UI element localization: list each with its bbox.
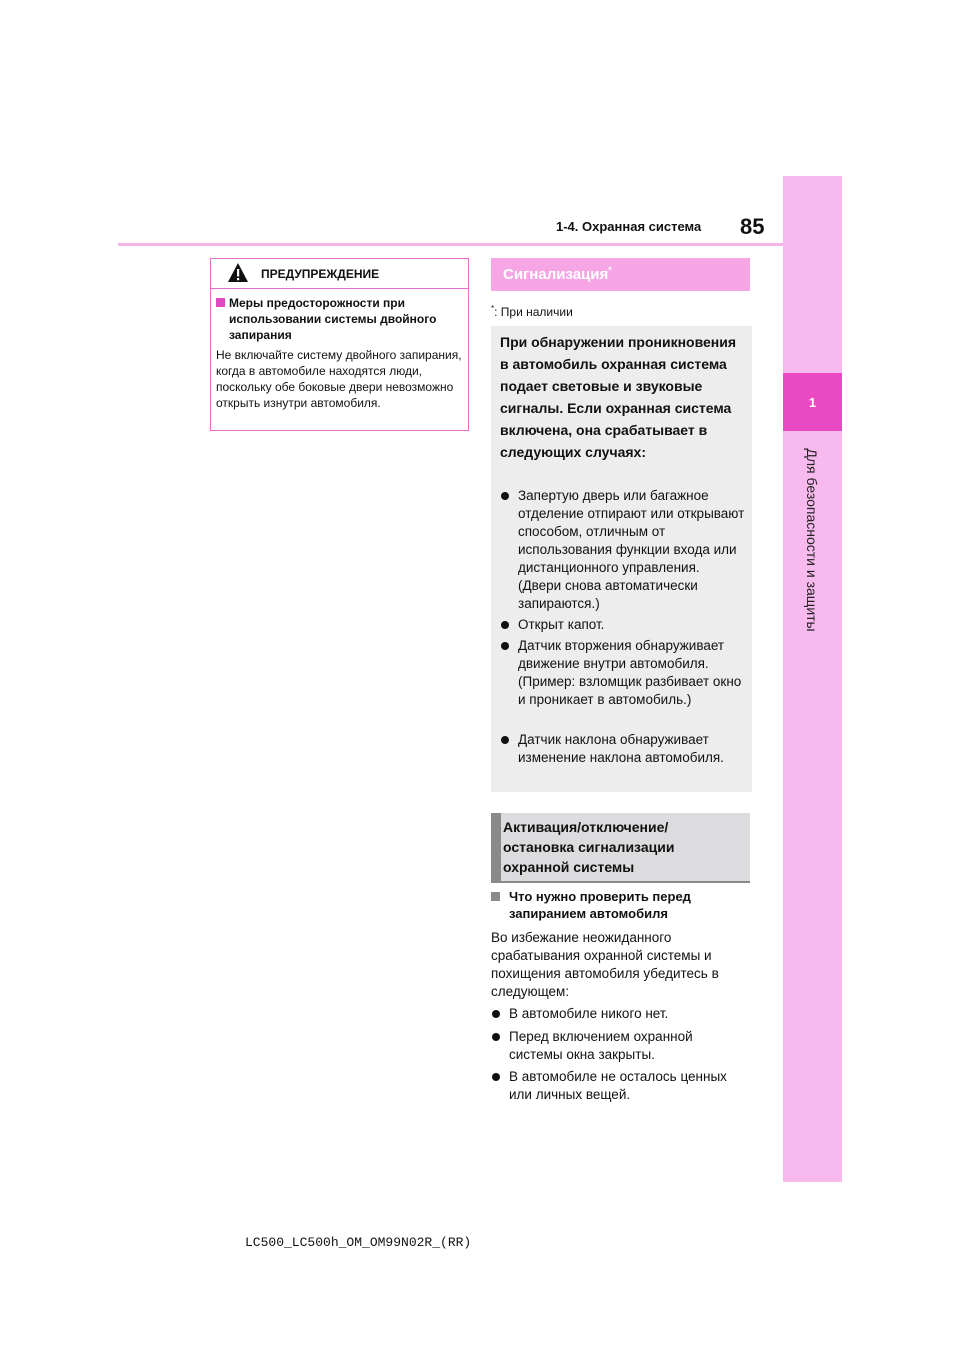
bullet-dot-icon: [492, 1073, 500, 1081]
activation-title: Активация/отключение/ остановка сигнализации охранной системы: [503, 819, 675, 875]
list-item: [518, 637, 746, 709]
section-title: 1-4. Охранная система: [556, 219, 702, 234]
chapter-number: 1: [783, 373, 842, 431]
list-item-text: Открыт капот.: [518, 617, 605, 632]
check-intro: Во избежание неожиданного срабатывания охранной системы и похищения автомобиля убедитесь в следующем:: [491, 930, 719, 999]
list-item: [518, 616, 746, 634]
list-item-text: В автомобиле не осталось ценных или личных вещей.: [509, 1069, 727, 1102]
heading-stripe: [491, 813, 501, 881]
bullet-dot-icon: [501, 621, 509, 629]
list-item: [509, 1005, 737, 1023]
list-item-text: Перед включением охранной системы окна закрыты.: [509, 1029, 693, 1062]
alarm-title: [503, 265, 612, 283]
bullet-dot-icon: [492, 1010, 500, 1018]
list-item-text: Запертую дверь или багажное отделение отпирают или открывают способом, отличным от использования функции входа или дистанционного управления. (Двери снова автоматически запираются.): [518, 488, 745, 611]
footnote-mark: *: [608, 265, 612, 275]
square-bullet-icon: [491, 892, 500, 901]
list-item: [518, 731, 746, 767]
alarm-info-box: [491, 326, 752, 792]
warning-triangle-icon: [227, 262, 249, 284]
list-item: [518, 487, 746, 613]
alarm-heading: [491, 258, 750, 291]
footer-doc-code: LC500_LC500h_OM_OM99N02R_(RR): [245, 1235, 472, 1250]
alarm-title-text: Сигнализация: [503, 266, 609, 283]
warning-header: [211, 259, 468, 289]
bullet-dot-icon: [501, 642, 509, 650]
alarm-lead: При обнаружении проникновения в автомобиль охранная система подает световые и звуковые сигналы. Если охранная система включена, она срабатывает в следующих случаях:: [500, 334, 737, 460]
chapter-title-text: Для безопасности и защиты: [804, 448, 820, 632]
bullet-dot-icon: [501, 492, 509, 500]
warning-box: [210, 258, 469, 431]
footnote: [491, 304, 573, 319]
list-item-text: Датчик вторжения обнаруживает движение внутри автомобиля. (Пример: взломщик разбивает окно и проникает в автомобиль.): [518, 638, 742, 707]
header-divider: [118, 243, 783, 246]
warning-label: ПРЕДУПРЕЖДЕНИЕ: [261, 267, 380, 281]
warning-subtitle: [216, 295, 461, 343]
list-item-text: Датчик наклона обнаруживает изменение наклона автомобиля.: [518, 732, 724, 765]
list-item-text: В автомобиле никого нет.: [509, 1006, 669, 1021]
list-item: [509, 1028, 737, 1064]
check-heading: [491, 888, 750, 922]
warning-body: Не включайте систему двойного запирания, когда в автомобиле находятся люди, поскольку обе боковые двери невозможно открыть изнутри автомобиля.: [216, 348, 462, 410]
footnote-star: *: [491, 304, 495, 313]
list-item: [509, 1068, 737, 1104]
activation-heading: [491, 813, 750, 883]
bullet-dot-icon: [492, 1033, 500, 1041]
page-number: 85: [740, 214, 765, 239]
square-bullet-icon: [216, 298, 225, 307]
warning-subtitle-text: Меры предосторожности при использовании системы двойного запирания: [229, 296, 437, 342]
check-heading-text: Что нужно проверить перед запиранием автомобиля: [509, 889, 691, 921]
bullet-dot-icon: [501, 736, 509, 744]
footnote-text: : При наличии: [494, 305, 573, 319]
side-tab: [783, 176, 842, 1182]
